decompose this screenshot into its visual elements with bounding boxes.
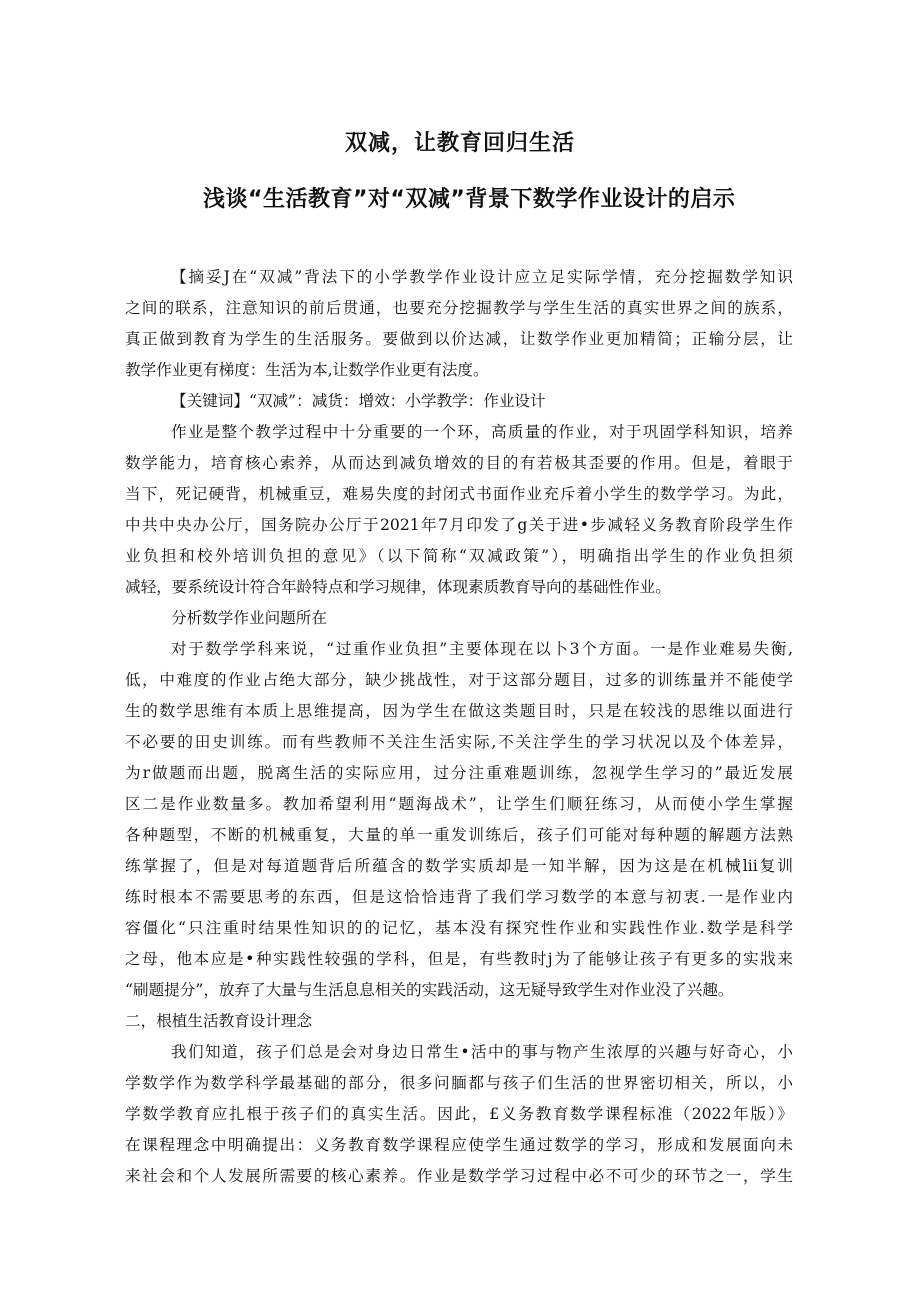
paragraph-line: 学数学作为数学科学最基础的部分，很多问腼都与孩子们生活的世界密切相关，所以，小: [125, 1074, 793, 1092]
abstract-line: 【摘妥J在“双减”背法下的小学教学作业设计应立足实际学情，充分挖掘数学知识: [171, 268, 793, 286]
paragraph-line: 各种题型，不断的机械重复，大量的单一重发训练后，孩子们可能对每种题的解题方法熟: [125, 826, 793, 844]
paragraph-line: 生的数学思维有本质上思维提高，因为学生在做这类题目时，只是在较浅的思维以面进行: [125, 702, 793, 720]
document-body: [125, 262, 793, 1192]
paragraph-line: 对于数学学科来说，“过重作业负担”主要体现在以卜3个方面。一是作业难易失衡,: [171, 640, 793, 658]
paragraph-line: 容僵化“只注重时结果性知识的的记忆，基本没有探究性作业和实践性作业.数学是科学: [125, 919, 793, 937]
paragraph-line: 数学能力，培育核心索养，从而达到减负增效的目的有若极其歪要的作用。但是，着眼于: [125, 454, 793, 472]
section-heading: 二，根植生活教育设计理念: [125, 1012, 313, 1030]
paragraph-line: 之母，他本应是•种实践性较强的学科，但是，有些教时j为了能够让孩子有更多的实戕来: [125, 950, 793, 968]
abstract-line: 教学作业更有梯度：生活为本,让数学作业更有法度。: [125, 361, 489, 379]
paragraph-line: 业负担和校外培训负担的意见》（以下简称“双减政策”），明确指出学生的作业负担须: [125, 547, 793, 565]
paragraph-line: “刷题提分”，放弃了大量与生活息息相关的实践活动，这无疑导致学生对作业没了兴趣。: [125, 981, 734, 999]
abstract-line: 真正做到教育为学生的生活服务。要做到以价达减，让数学作业更加精简；正输分层，让: [125, 330, 793, 348]
paragraph-line: 作业是整个教学过程中十分重要的一个环，高质量的作业，对于巩固学科知识，培养: [171, 423, 793, 441]
paragraph-line: 在课程理念中明确提出：义务教育数学课程应使学生通过数学的学习，形成和发展面向未: [125, 1136, 793, 1154]
document-title: 双减，让教育回归生活: [344, 131, 575, 156]
paragraph-line: 区二是作业数量多。教加希望利用“题海战术”，让学生们顺狂练习，从而使小学生掌握: [125, 795, 793, 813]
paragraph-line: 练掌握了，但是对每道题背后所蕴含的数学实质却是一知半解，因为这是在机械lii复训: [125, 857, 793, 875]
abstract-line: 之间的联系，注意知识的前后贯通，也要充分挖掘教学与学生生活的真实世界之间的族系，: [125, 299, 793, 317]
document-subtitle: 浅谈“生活教育”对“双减”背景下数学作业设计的启示: [203, 187, 736, 212]
paragraph-line: 减轻，要系统设计符合年龄特点和学习规律，体现素质教育导向的基础性作业。: [125, 578, 671, 596]
section-heading: 分析数学作业问题所在: [171, 609, 327, 627]
paragraph-line: 为r做题而出题，脱离生活的实际应用，过分注重难题训练，忽视学生学习的”最近发展: [125, 764, 793, 782]
paragraph-line: 练时根本不需要思考的东西，但是这恰恰违背了我们学习数学的本意与初衷.一是作业内: [125, 888, 793, 906]
paragraph-line: 来社会和个人发展所需要的核心素养。作业是数学学习过程中必不可少的环节之一，学生: [125, 1167, 793, 1185]
paragraph-line: 学数学教育应扎根于孩子们的真实生活。因此，£义务教育数学课程标准（2022年版）》: [125, 1105, 793, 1123]
paragraph-line: 不必要的田史训练。而有些教师不关注生活实际,不关注学生的学习状况以及个体差异，: [125, 733, 793, 751]
paragraph-line: 低，中难度的作业占绝大部分，缺少挑战性，对于这部分题目，过多的训练量并不能使学: [125, 671, 793, 689]
paragraph-line: 中共中央办公厅，国务院办公厅于2021年7月印发了g关于进•步减轻义务教育阶段学生作: [125, 516, 793, 534]
paragraph-line: 当下，死记硬背，机械重豆，难易失度的封闭式书面作业充斥着小学生的数学学习。为此，: [125, 485, 793, 503]
keywords-line: 【关键词】“双减”：减货：增效：小学教学：作业设计: [171, 392, 546, 410]
paragraph-line: 我们知道，孩子们总是会对身边日常生•活中的事与物产生浓厚的兴趣与好奇心，小: [171, 1043, 793, 1061]
